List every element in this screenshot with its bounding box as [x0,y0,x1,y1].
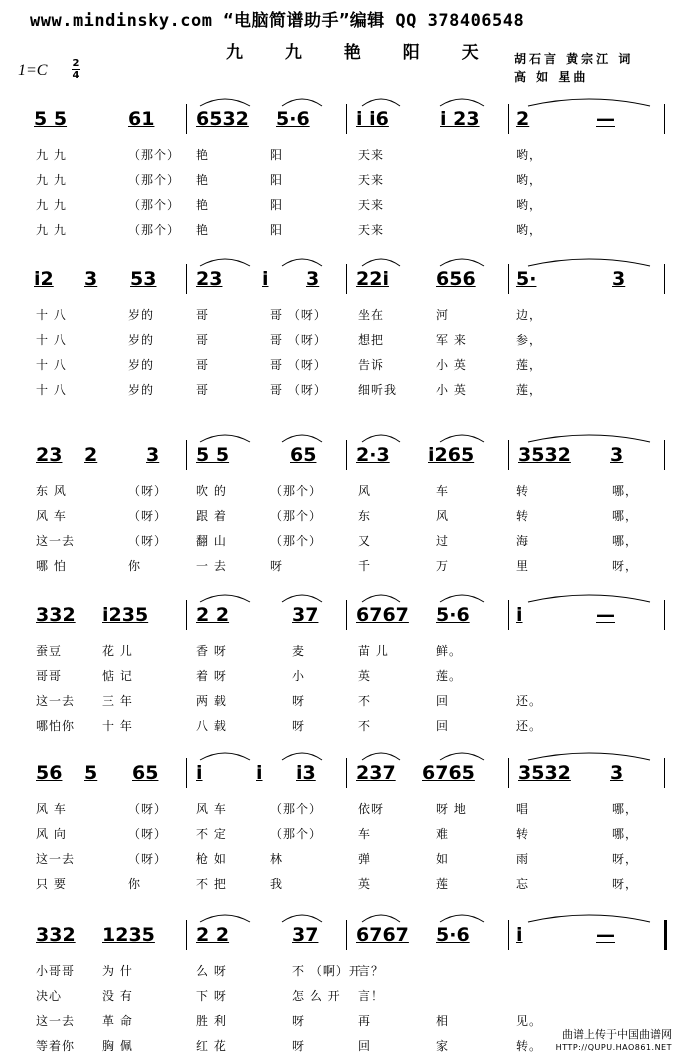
note-group: 5 5 [196,444,230,466]
lyric-word: 雨 [516,852,530,866]
note-group: i235 [102,604,149,626]
lyric-word: 天来 [358,173,385,187]
note-group: 2·3 [356,444,390,466]
lyric-word: 河 [436,308,450,322]
lyric-word: 惦 记 [102,669,133,683]
lyric-word: 东 [358,509,372,523]
lyric-word: 着 呀 [196,669,227,683]
note-group: 56 [36,762,63,784]
lyric-word: 呀， [612,852,639,866]
lyric-word: 等着你 [36,1039,76,1053]
lyric-word: 哥哥 [36,669,63,683]
note-group: 2 2 [196,924,230,946]
note-group: 6532 [196,108,249,130]
lyric-word: 天来 [358,148,385,162]
lyric-word: 莲， [516,383,543,397]
note-group: 3532 [518,444,571,466]
lyric-word: 还。 [516,694,543,708]
note-group: 5 [84,762,98,784]
lyric-word: 艳 [196,173,210,187]
lyric-word: 又 [358,534,372,548]
lyric-word: 英 [358,669,372,683]
lyric-word: 转 [516,827,530,841]
lyric-word: 苗 儿 [358,644,389,658]
lyric-word: 花 儿 [102,644,133,658]
lyric-word: 言？ [358,964,385,978]
lyric-word: 小 英 [436,383,467,397]
lyric-word: （那个） [128,223,181,237]
lyric-word: 十 八 [36,308,67,322]
lyric-word: 呀 [292,1014,306,1028]
note-group: i 23 [440,108,480,130]
lyric-word: 还。 [516,719,543,733]
lyric-word: （呀） [128,509,168,523]
note-group: i [196,762,203,784]
note-group: i [516,604,523,626]
note-group: 3 [84,268,98,290]
lyric-word: 翻 山 [196,534,227,548]
note-group: 65 [290,444,317,466]
lyric-word: 你 [128,877,142,891]
note-group: i265 [428,444,475,466]
note-group: 332 [36,924,76,946]
lyric-word: 如 [436,852,450,866]
note-group: 2 [516,108,530,130]
lyric-word: 边， [516,308,543,322]
slur-marks [0,252,678,272]
lyric-word: 十 八 [36,383,67,397]
lyric-word: （呀） [128,852,168,866]
lyric-word: 你 [128,559,142,573]
lyric-word: （呀） [128,827,168,841]
lyric-word: 海 [516,534,530,548]
lyric-word: 哪， [612,802,639,816]
footer-line2: HTTP://QUPU.HAO861.NET [555,1043,672,1052]
lyric-word: （那个） [128,173,181,187]
lyric-word: 阳 [270,173,284,187]
header-text: www.mindinsky.com “电脑简谱助手”编辑 QQ 378406548 [30,11,525,31]
lyric-word: 小 英 [436,358,467,372]
lyric-word: 十 八 [36,333,67,347]
lyric-word: 哥 [196,358,210,372]
lyric-word: 哪， [612,827,639,841]
lyric-word: 相 [436,1014,450,1028]
lyric-word: 言！ [358,989,385,1003]
lyric-word: （呀） [128,802,168,816]
lyric-word: 岁的 [128,383,155,397]
lyric-word: 阳 [270,223,284,237]
lyric-word: 坐在 [358,308,385,322]
slur-marks [0,908,678,928]
lyric-word: 风 车 [36,509,67,523]
note-group: 61 [128,108,155,130]
lyric-word: 哪 怕 [36,559,67,573]
lyric-word: 车 [436,484,450,498]
lyric-word: 细听我 [358,383,398,397]
note-group: i [256,762,263,784]
note-group: 5·6 [276,108,310,130]
slur-marks [0,746,678,766]
lyric-word: 万 [436,559,450,573]
lyric-word: 艳 [196,148,210,162]
lyric-word: 唱 [516,802,530,816]
lyric-word: 不 定 [196,827,227,841]
lyric-word: 呀 地 [436,802,467,816]
lyric-word: 只 要 [36,877,67,891]
note-group: 2 2 [196,604,230,626]
lyric-word: 车 [358,827,372,841]
lyric-word: 哥 [196,333,210,347]
lyric-word: 艳 [196,198,210,212]
lyric-word: 阳 [270,148,284,162]
lyric-word: 呀， [612,559,639,573]
lyric-word: 忘 [516,877,530,891]
lyric-word: （那个） [128,148,181,162]
lyric-word: 小 [292,669,306,683]
lyric-word: 没 有 [102,989,133,1003]
lyric-word: 哥 （呀） [270,383,327,397]
note-group: 37 [292,604,319,626]
lyric-word: 哪， [612,509,639,523]
lyric-word: 过 [436,534,450,548]
slur-marks [0,588,678,608]
footer-line1: 曲谱上传于中国曲谱网 [562,1028,672,1041]
lyric-word: （呀） [128,484,168,498]
lyric-word: 这一去 [36,694,76,708]
lyric-word: 再 [358,1014,372,1028]
lyric-word: 鲜。 [436,644,463,658]
note-group: 23 [196,268,223,290]
note-group: 2 [84,444,98,466]
lyric-word: 呀 [270,559,284,573]
lyric-word: 哥 [196,383,210,397]
lyric-word: （那个） [270,509,323,523]
lyric-word: 告诉 [358,358,385,372]
lyric-word: 吹 的 [196,484,227,498]
lyric-word: 蚕豆 [36,644,63,658]
lyric-word: 莲， [516,358,543,372]
lyric-word: 回 [436,719,450,733]
note-group: 23 [36,444,63,466]
lyric-word: 革 命 [102,1014,133,1028]
site-footer [556,1028,672,1054]
lyric-word: 英 [358,877,372,891]
lyric-word: 林 [270,852,284,866]
lyric-word: 转。 [516,1039,543,1053]
lyric-word: 麦 [292,644,306,658]
lyric-word: （呀） [128,534,168,548]
lyric-word: 枪 如 [196,852,227,866]
lyric-word: 莲 [436,877,450,891]
lyric-word: 呀， [612,877,639,891]
lyric-word: 胸 佩 [102,1039,133,1053]
lyric-word: 怎 么 开 [292,989,341,1003]
note-group: 237 [356,762,396,784]
lyric-word: 两 载 [196,694,227,708]
lyric-word: 东 风 [36,484,67,498]
lyric-word: 八 载 [196,719,227,733]
lyric-word: 一 去 [196,559,227,573]
lyric-word: 岁的 [128,308,155,322]
note-group: 3 [306,268,320,290]
lyric-word: 哟， [516,173,543,187]
note-group: 6765 [422,762,475,784]
lyric-word: 哥 （呀） [270,333,327,347]
note-group: 5·6 [436,604,470,626]
note-group: i [516,924,523,946]
lyric-word: 岁的 [128,358,155,372]
lyric-word: 天来 [358,198,385,212]
lyric-word: 九 九 [36,198,67,212]
note-group: 5 5 [34,108,68,130]
lyric-word: 十 年 [102,719,133,733]
note-group: — [596,108,615,130]
lyric-word: 么 呀 [196,964,227,978]
note-group: 6767 [356,924,409,946]
note-group: i [262,268,269,290]
note-group: 3 [612,268,626,290]
note-group: 3 [610,444,624,466]
lyric-word: 十 八 [36,358,67,372]
lyric-word: 九 九 [36,223,67,237]
lyric-word: 天来 [358,223,385,237]
lyric-word: 弹 [358,852,372,866]
lyric-word: 跟 着 [196,509,227,523]
note-group: i3 [296,762,316,784]
lyric-word: 军 来 [436,333,467,347]
lyric-word: 风 车 [36,802,67,816]
lyric-word: （那个） [128,198,181,212]
note-group: 3 [610,762,624,784]
lyric-word: 岁的 [128,333,155,347]
lyric-word: 我 [270,877,284,891]
lyric-word: 转 [516,509,530,523]
lyric-word: 里 [516,559,530,573]
note-group: i2 [34,268,54,290]
lyric-word: 下 呀 [196,989,227,1003]
note-group: 1235 [102,924,155,946]
lyric-word: 风 向 [36,827,67,841]
lyric-word: （那个） [270,827,323,841]
lyric-word: 风 [358,484,372,498]
lyric-word: 这一去 [36,1014,76,1028]
note-group: 22i [356,268,389,290]
lyric-word: 莲。 [436,669,463,683]
note-group: — [596,924,615,946]
note-group: 332 [36,604,76,626]
note-group: 53 [130,268,157,290]
lyric-word: 小哥哥 [36,964,76,978]
lyric-word: 哟， [516,148,543,162]
note-group: 6767 [356,604,409,626]
lyric-word: 依呀 [358,802,385,816]
meter-top: 2 [72,58,80,69]
note-group: i i6 [356,108,389,130]
time-signature [72,58,80,81]
lyric-word: 见。 [516,1014,543,1028]
lyric-word: 千 [358,559,372,573]
lyric-word: 不 [358,719,372,733]
lyric-word: 三 年 [102,694,133,708]
lyric-word: 哟， [516,223,543,237]
note-group: 5· [516,268,537,290]
lyric-word: 香 呀 [196,644,227,658]
note-group: 37 [292,924,319,946]
lyric-word: 风 车 [196,802,227,816]
lyricist-credit: 胡石言 黄宗江 词 [514,52,634,66]
lyric-word: 参， [516,333,543,347]
note-group: 65 [132,762,159,784]
meter-bottom: 4 [72,70,80,81]
lyric-word: 为 什 [102,964,133,978]
lyric-word: 不 [358,694,372,708]
lyric-word: 不 （啊）开 [292,964,362,978]
lyric-word: 这一去 [36,534,76,548]
lyric-word: 决心 [36,989,63,1003]
lyric-word: （那个） [270,484,323,498]
key-signature: 1=C [18,62,48,79]
note-group: — [596,604,615,626]
lyric-word: 风 [436,509,450,523]
lyric-word: 难 [436,827,450,841]
song-title: 九 九 艳 阳 天 [226,43,497,63]
note-group: 656 [436,268,476,290]
composer-credit: 高 如 星曲 [514,70,589,84]
lyric-word: （那个） [270,534,323,548]
lyric-word: 哥 [196,308,210,322]
lyric-word: 呀 [292,719,306,733]
note-group: 5·6 [436,924,470,946]
lyric-word: 哥 （呀） [270,358,327,372]
lyric-word: 胜 利 [196,1014,227,1028]
lyric-word: 回 [358,1039,372,1053]
slur-marks [0,428,678,448]
lyric-word: 艳 [196,223,210,237]
lyric-word: 转 [516,484,530,498]
lyric-word: 哟， [516,198,543,212]
lyric-word: 哪， [612,484,639,498]
lyric-word: 哥 （呀） [270,308,327,322]
lyric-word: 家 [436,1039,450,1053]
lyric-word: 回 [436,694,450,708]
slur-marks [0,92,678,112]
lyric-word: 红 花 [196,1039,227,1053]
lyric-word: （那个） [270,802,323,816]
lyric-word: 这一去 [36,852,76,866]
lyric-word: 哪怕你 [36,719,76,733]
lyric-word: 九 九 [36,148,67,162]
note-group: 3532 [518,762,571,784]
lyric-word: 不 把 [196,877,227,891]
lyric-word: 九 九 [36,173,67,187]
lyric-word: 想把 [358,333,385,347]
lyric-word: 呀 [292,694,306,708]
note-group: 3 [146,444,160,466]
lyric-word: 哪， [612,534,639,548]
lyric-word: 阳 [270,198,284,212]
lyric-word: 呀 [292,1039,306,1053]
